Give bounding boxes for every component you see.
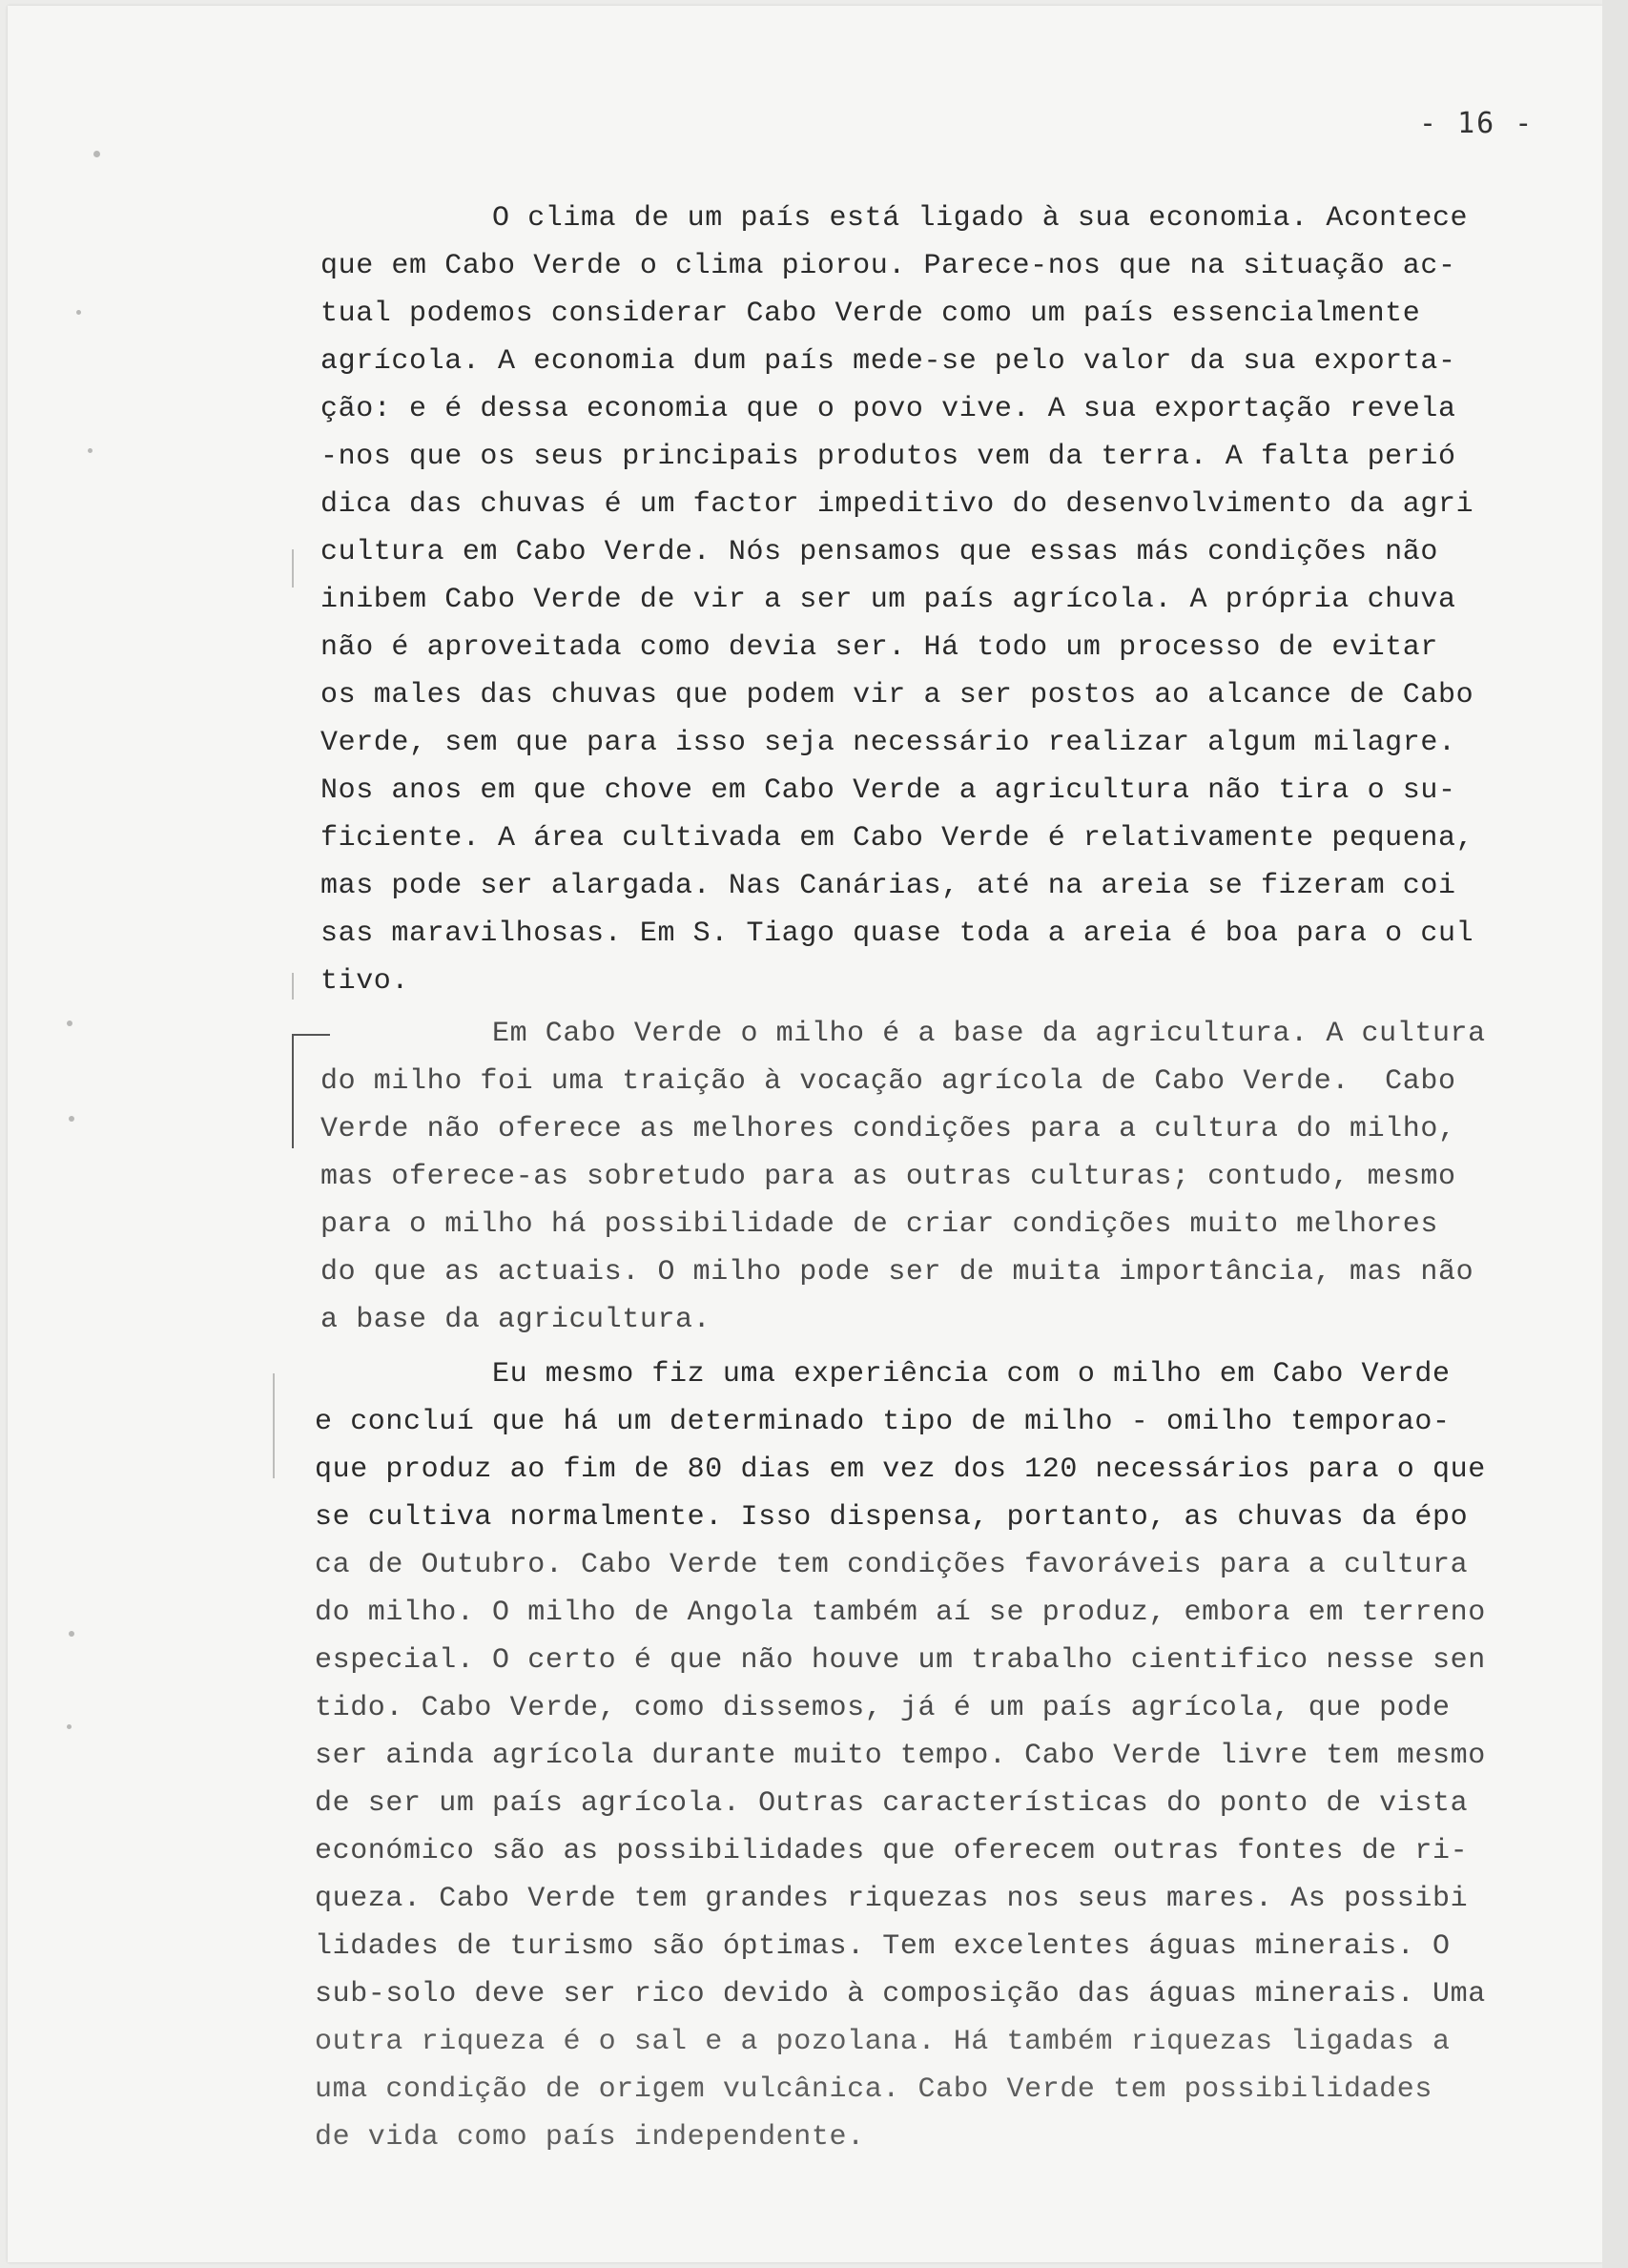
text-line: do que as actuais. O milho pode ser de muita importância, mas não [320, 1256, 1474, 1289]
text-line: ção: e é dessa economia que o povo vive. A sua exportação revela [320, 393, 1456, 425]
text-line: de ser um país agrícola. Outras características do ponto de vista [315, 1787, 1469, 1820]
text-line: -nos que os seus principais produtos vem da terra. A falta perió [320, 441, 1456, 473]
text-line: que em Cabo Verde o clima piorou. Parece-nos que na situação ac- [320, 250, 1456, 282]
text-line: Eu mesmo fiz uma experiência com o milho em Cabo Verde [492, 1358, 1451, 1391]
text-line: do milho foi uma traição à vocação agrícola de Cabo Verde. Cabo [320, 1065, 1456, 1098]
page-edge [1602, 0, 1628, 2268]
punch-mark [88, 448, 93, 453]
text-line: inibem Cabo Verde de vir a ser um país agrícola. A própria chuva [320, 584, 1456, 616]
text-line: para o milho há possibilidade de criar condições muito melhores [320, 1208, 1438, 1241]
text-line: Nos anos em que chove em Cabo Verde a agricultura não tira o su- [320, 774, 1456, 807]
text-line: dica das chuvas é um factor impeditivo do desenvolvimento da agri [320, 488, 1474, 521]
text-line: que produz ao fim de 80 dias em vez dos 120 necessários para o que [315, 1454, 1486, 1486]
page-number: - 16 - [1419, 107, 1535, 140]
text-line: ca de Outubro. Cabo Verde tem condições favoráveis para a cultura [315, 1549, 1469, 1581]
text-line: especial. O certo é que não houve um trabalho cientifico nesse sen [315, 1644, 1486, 1677]
margin-tick [292, 549, 294, 588]
text-line: a base da agricultura. [320, 1304, 711, 1336]
text-line: do milho. O milho de Angola também aí se produz, embora em terreno [315, 1597, 1486, 1629]
punch-mark [69, 1631, 74, 1637]
text-line: tual podemos considerar Cabo Verde como um país essencialmente [320, 298, 1421, 330]
text-line: lidades de turismo são óptimas. Tem excelentes águas minerais. O [315, 1930, 1451, 1963]
text-line: Em Cabo Verde o milho é a base da agricultura. A cultura [492, 1018, 1486, 1050]
text-line: mas oferece-as sobretudo para as outras culturas; contudo, mesmo [320, 1161, 1456, 1193]
text-line: cultura em Cabo Verde. Nós pensamos que essas más condições não [320, 536, 1438, 568]
text-line: não é aproveitada como devia ser. Há todo um processo de evitar [320, 631, 1438, 664]
text-line: sub-solo deve ser rico devido à composição das águas minerais. Uma [315, 1978, 1486, 2010]
text-line: agrícola. A economia dum país mede-se pelo valor da sua exporta- [320, 345, 1456, 378]
punch-mark [69, 1116, 74, 1122]
text-line: O clima de um país está ligado à sua economia. Acontece [492, 202, 1469, 235]
text-line: e concluí que há um determinado tipo de milho - omilho temporao- [315, 1406, 1451, 1438]
margin-tick [292, 973, 294, 1000]
text-line: uma condição de origem vulcânica. Cabo Verde tem possibilidades [315, 2073, 1432, 2106]
punch-mark [67, 1724, 72, 1729]
text-line: ser ainda agrícola durante muito tempo. Cabo Verde livre tem mesmo [315, 1740, 1486, 1772]
punch-mark [76, 310, 81, 315]
text-line: queza. Cabo Verde tem grandes riquezas nos seus mares. As possibi [315, 1883, 1469, 1915]
text-line: se cultiva normalmente. Isso dispensa, portanto, as chuvas da épo [315, 1501, 1469, 1534]
text-line: ficiente. A área cultivada em Cabo Verde é relativamente pequena, [320, 822, 1474, 855]
text-line: tido. Cabo Verde, como dissemos, já é um país agrícola, que pode [315, 1692, 1451, 1724]
text-line: outra riqueza é o sal e a pozolana. Há também riquezas ligadas a [315, 2026, 1451, 2058]
text-line: económico são as possibilidades que oferecem outras fontes de ri- [315, 1835, 1469, 1867]
text-line: tivo. [320, 965, 410, 998]
punch-mark [67, 1021, 72, 1026]
text-line: mas pode ser alargada. Nas Canárias, até na areia se fizeram coi [320, 870, 1456, 902]
text-line: os males das chuvas que podem vir a ser postos ao alcance de Cabo [320, 679, 1474, 711]
text-line: de vida como país independente. [315, 2121, 865, 2154]
text-line: sas maravilhosas. Em S. Tiago quase toda a areia é boa para o cul [320, 918, 1474, 950]
punch-mark [93, 151, 100, 157]
text-line: Verde não oferece as melhores condições para a cultura do milho, [320, 1113, 1456, 1145]
margin-tick [273, 1373, 275, 1478]
text-line: Verde, sem que para isso seja necessário realizar algum milagre. [320, 727, 1456, 759]
